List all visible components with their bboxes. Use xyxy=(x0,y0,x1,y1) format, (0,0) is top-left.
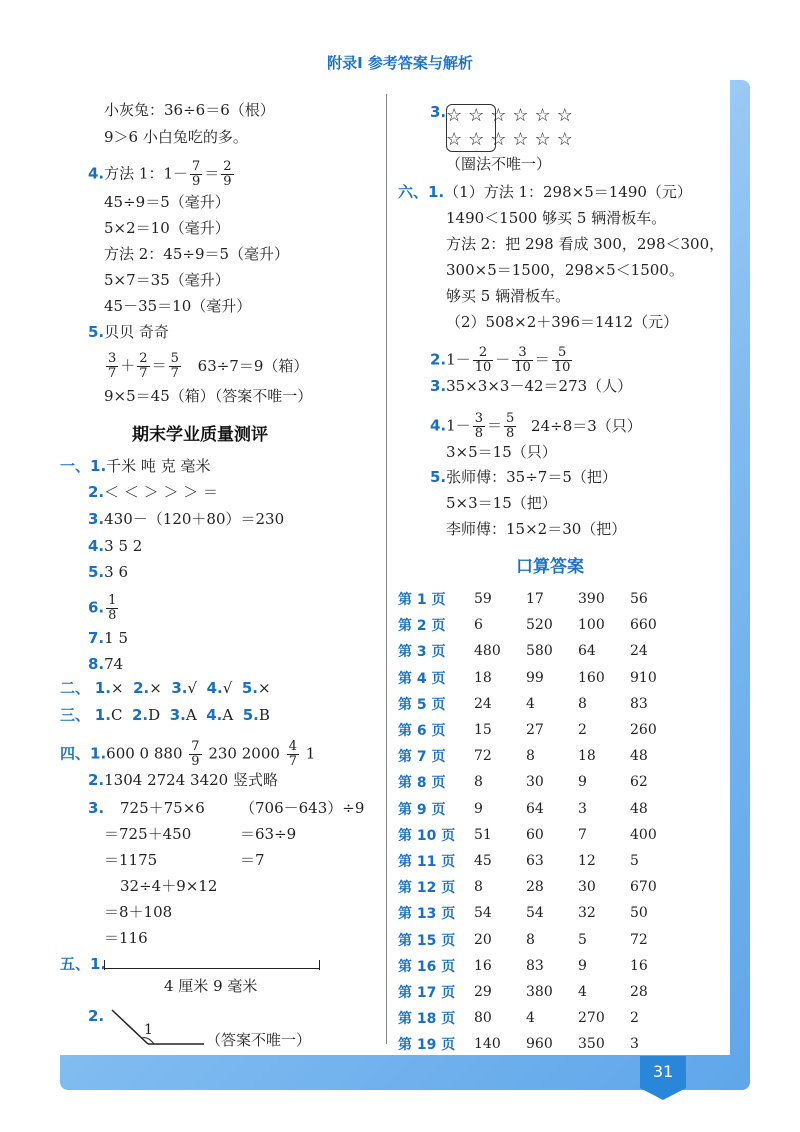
answer-line: 300×5＝1500，298×5＜1500。 xyxy=(446,261,684,279)
fraction xyxy=(190,160,202,189)
answer-cell: 9 xyxy=(578,774,587,791)
question-number: 3. xyxy=(171,679,188,697)
answer-cell: 5 xyxy=(578,931,587,948)
section-1-q2 xyxy=(88,482,218,502)
answer-text: B xyxy=(258,706,270,724)
fraction xyxy=(106,352,118,381)
answer-cell: 4 xyxy=(526,695,535,712)
numerator: 5 xyxy=(170,351,179,366)
page-label: 第 2 页 xyxy=(398,618,446,635)
question-number: 3. xyxy=(430,103,447,121)
calc-line: ＝116 xyxy=(104,929,148,947)
table-row xyxy=(398,665,682,691)
answer-cell: 28 xyxy=(526,879,544,896)
segment-label: 4 厘米 9 毫米 xyxy=(164,977,258,995)
answer-text: 230 2000 xyxy=(208,744,280,763)
answer-cell: 910 xyxy=(630,669,657,686)
answer-cell: 3 xyxy=(578,800,587,817)
answer-cell: 45 xyxy=(474,852,492,869)
calc-line: 32÷4＋9×12 xyxy=(120,877,218,895)
table-row xyxy=(398,953,682,979)
section-1-q7 xyxy=(88,628,128,648)
fraction xyxy=(473,412,485,441)
answer-cell: 100 xyxy=(578,617,605,634)
denominator: 8 xyxy=(505,426,515,441)
question-number: 2. xyxy=(88,1007,105,1025)
table-row xyxy=(398,874,682,900)
section-mark: 五、 xyxy=(60,955,91,973)
fraction xyxy=(473,346,494,375)
answer-cell: 660 xyxy=(630,617,657,634)
answer-line: 9＞6 小白兔吃的多。 xyxy=(104,128,248,146)
numerator: 3 xyxy=(512,346,533,361)
answer-text: 74 xyxy=(104,655,124,673)
answer-line: 45÷9＝5（毫升） xyxy=(104,193,230,211)
section-2 xyxy=(60,678,271,698)
answer-cell: 59 xyxy=(474,591,492,608)
numerator: 1 xyxy=(108,593,117,608)
question-number: 5. xyxy=(242,706,259,724)
answer-cell: 160 xyxy=(578,669,605,686)
calc-line: ＝63÷9 xyxy=(240,825,297,843)
answer-cell: 390 xyxy=(578,591,605,608)
answer-line: 小灰兔：36÷6＝6（根） xyxy=(104,101,275,119)
question-number: 1. xyxy=(94,679,111,697)
answer-cell: 56 xyxy=(630,591,648,608)
answer-text: 63÷7＝9（箱） xyxy=(197,356,309,375)
answer-cell: 63 xyxy=(526,852,544,869)
section-4-q1 xyxy=(60,740,315,769)
question-number: 3. xyxy=(430,377,447,395)
answer-cell: 29 xyxy=(474,983,492,1000)
answer-cell: 380 xyxy=(526,983,553,1000)
answer-cell: 7 xyxy=(578,826,587,843)
fraction xyxy=(287,740,299,769)
question-number: 4. xyxy=(206,679,223,697)
answer-cell: 72 xyxy=(474,748,492,765)
answer-text: C xyxy=(110,706,123,724)
table-row xyxy=(398,796,682,822)
fraction xyxy=(504,412,516,441)
page-label: 第 5 页 xyxy=(398,696,446,713)
answer-cell: 9 xyxy=(474,800,483,817)
segment-tick xyxy=(104,960,105,970)
answer-line: 45－35＝10（毫升） xyxy=(104,297,252,315)
question-number: 5. xyxy=(241,679,258,697)
answer-cell: 32 xyxy=(578,905,596,922)
section-6-q3 xyxy=(430,376,632,396)
answer-cell: 15 xyxy=(474,722,492,739)
answer-text: √ xyxy=(222,679,233,697)
fraction xyxy=(221,160,233,189)
answer-cell: 24 xyxy=(630,643,648,660)
table-row xyxy=(398,900,682,926)
numerator: 2 xyxy=(473,346,494,361)
page-label: 第 15 页 xyxy=(398,932,456,949)
question-number: 1. xyxy=(90,457,107,475)
table-row xyxy=(398,926,682,952)
numerator: 2 xyxy=(139,351,148,366)
answer-line: 方法 2：把 298 看成 300，298＜300， xyxy=(446,235,725,253)
answer-cell: 16 xyxy=(630,957,648,974)
question-number: 5. xyxy=(430,468,447,486)
answer-cell: 27 xyxy=(526,722,544,739)
section-6-q4 xyxy=(430,412,642,441)
question-number: 1. xyxy=(90,744,107,763)
answer-cell: 3 xyxy=(630,1036,639,1053)
answer-note: （答案不唯一） xyxy=(206,1031,312,1049)
answer-text: 1 xyxy=(305,744,316,763)
answer-note: （圈法不唯一） xyxy=(446,155,552,173)
question-number: 1. xyxy=(90,955,107,973)
stars-row: ☆☆☆☆☆☆ xyxy=(446,105,579,126)
answer-cell: 2 xyxy=(578,722,587,739)
answer-text: 1－ xyxy=(446,416,471,435)
answer-text: √ xyxy=(187,679,198,697)
denominator: 8 xyxy=(108,608,117,623)
question-number: 8. xyxy=(88,655,105,673)
answer-text: 1 5 xyxy=(104,629,128,647)
answer-cell: 83 xyxy=(526,957,544,974)
page-label: 第 9 页 xyxy=(398,801,446,818)
answer-text: × xyxy=(149,679,162,697)
denominator: 10 xyxy=(553,360,571,375)
section-4-q3 xyxy=(88,798,104,818)
section-mark: 四、 xyxy=(60,744,91,763)
answer-cell: 20 xyxy=(474,931,492,948)
calc-line: （706－643）÷9 xyxy=(240,799,365,817)
question-number: 4. xyxy=(206,706,223,724)
section-6-q1 xyxy=(398,182,692,202)
question-number: 3. xyxy=(88,510,105,528)
answer-line: 李师傅：15×2＝30（把） xyxy=(446,520,627,538)
answer-cell: 72 xyxy=(630,931,648,948)
answer-cell: 48 xyxy=(630,800,648,817)
answer-cell: 28 xyxy=(630,983,648,1000)
page-label: 第 7 页 xyxy=(398,749,446,766)
section-1-q5 xyxy=(88,562,128,582)
table-row xyxy=(398,1031,682,1057)
answer-text: 3 6 xyxy=(104,563,128,581)
answer-cell: 51 xyxy=(474,826,492,843)
answer-cell: 9 xyxy=(578,957,587,974)
question-number: 1. xyxy=(428,183,445,201)
question-number: 4. xyxy=(88,164,105,183)
denominator: 8 xyxy=(474,426,483,441)
answer-cell: 30 xyxy=(578,879,596,896)
answer-text: 张师傅：35÷7＝5（把） xyxy=(446,468,617,486)
numerator: 5 xyxy=(552,346,573,361)
answer-line: 1490＜1500 够买 5 辆滑板车。 xyxy=(446,209,667,227)
question-4 xyxy=(88,160,236,189)
answer-line: 5×2＝10（毫升） xyxy=(104,219,230,237)
answer-cell: 2 xyxy=(630,1010,639,1027)
section-6-q5 xyxy=(430,467,617,487)
answer-cell: 64 xyxy=(578,643,596,660)
denominator: 7 xyxy=(170,366,179,381)
question-5 xyxy=(88,322,169,342)
question-number: 1. xyxy=(94,706,111,724)
page-label: 第 3 页 xyxy=(398,644,446,661)
section-4-q2 xyxy=(88,770,278,790)
answer-cell: 60 xyxy=(526,826,544,843)
line-segment xyxy=(104,968,320,969)
calc-line: ＝1175 xyxy=(104,851,158,869)
section-1-q3 xyxy=(88,509,284,529)
numerator: 7 xyxy=(192,159,201,174)
question-number: 4. xyxy=(430,416,447,435)
section-1-q4 xyxy=(88,536,142,556)
numerator: 3 xyxy=(474,411,483,426)
equals-sign: ＝ xyxy=(486,416,502,435)
answer-cell: 8 xyxy=(474,879,483,896)
answer-cell: 18 xyxy=(474,669,492,686)
answer-cell: 960 xyxy=(526,1036,553,1053)
answer-line: 5×7＝35（毫升） xyxy=(104,271,230,289)
answer-text: × xyxy=(110,679,124,697)
answer-text: 方法 1：1－ xyxy=(104,164,188,183)
answer-text: D xyxy=(148,706,161,724)
question-number: 3. xyxy=(169,706,186,724)
answer-cell: 6 xyxy=(474,617,483,634)
answer-text: A xyxy=(185,706,197,724)
section-mark: 二、 xyxy=(60,679,91,697)
answer-cell: 54 xyxy=(474,905,492,922)
answer-cell: 480 xyxy=(474,643,501,660)
equals-sign: ＝ xyxy=(204,164,220,183)
answer-cell: 18 xyxy=(578,748,596,765)
stars-grid xyxy=(446,104,579,152)
answer-cell: 64 xyxy=(526,800,544,817)
denominator: 9 xyxy=(223,174,232,189)
stars-row: ☆☆☆☆☆☆ xyxy=(446,129,579,150)
column-divider xyxy=(386,94,387,1044)
answer-text: 贝贝 奇奇 xyxy=(104,323,169,341)
answer-cell: 520 xyxy=(526,617,553,634)
answer-cell: 54 xyxy=(526,905,544,922)
fraction xyxy=(106,594,118,623)
answer-text: 1304 2724 3420 竖式略 xyxy=(104,771,278,789)
exam-title: 期末学业质量测评 xyxy=(132,425,268,445)
answer-line: 3×5＝15（只） xyxy=(446,443,557,461)
plus-sign: ＋ xyxy=(120,356,136,375)
fraction xyxy=(552,346,573,375)
oral-answers-table xyxy=(398,586,682,1057)
question-number: 2. xyxy=(88,483,105,501)
question-number: 4. xyxy=(88,537,105,555)
calc-line: ＝7 xyxy=(240,851,265,869)
denominator: 9 xyxy=(191,754,200,769)
answer-cell: 80 xyxy=(474,1010,492,1027)
equals-sign: ＝ xyxy=(534,350,550,369)
numerator: 3 xyxy=(108,351,117,366)
numerator: 7 xyxy=(191,739,200,754)
table-row xyxy=(398,1005,682,1031)
answer-text: 千米 吨 克 毫米 xyxy=(106,457,211,475)
section-mark: 一、 xyxy=(60,457,91,475)
answer-cell: 16 xyxy=(474,957,492,974)
answer-line: 5×3＝15（把） xyxy=(446,494,557,512)
answer-text: 1－ xyxy=(446,350,471,369)
fraction xyxy=(169,352,181,381)
table-row xyxy=(398,769,682,795)
angle-figure xyxy=(104,1006,214,1050)
question-number: 5. xyxy=(88,563,105,581)
fraction xyxy=(512,346,533,375)
answer-text: （1）方法 1：298×5＝1490（元） xyxy=(444,183,692,201)
table-row xyxy=(398,586,682,612)
answer-text: 600 0 880 xyxy=(106,744,183,763)
table-row xyxy=(398,612,682,638)
table-row xyxy=(398,717,682,743)
fraction xyxy=(137,352,149,381)
section-mark: 三、 xyxy=(60,706,91,724)
equals-sign: ＝ xyxy=(151,356,167,375)
calc-line: ＝725＋450 xyxy=(104,825,192,843)
question-number: 2. xyxy=(133,679,150,697)
answer-cell: 4 xyxy=(578,983,587,1000)
segment-tick xyxy=(319,960,320,970)
fraction xyxy=(189,740,201,769)
answer-cell: 83 xyxy=(630,695,648,712)
page-label: 第 4 页 xyxy=(398,670,446,687)
answer-line: 够买 5 辆滑板车。 xyxy=(446,287,571,305)
denominator: 7 xyxy=(139,366,148,381)
answer-cell: 5 xyxy=(630,852,639,869)
page-label: 第 19 页 xyxy=(398,1037,456,1054)
page-label: 第 6 页 xyxy=(398,723,446,740)
table-row xyxy=(398,743,682,769)
answer-line: （2）508×2＋396＝1412（元） xyxy=(446,313,679,331)
minus-sign: － xyxy=(495,350,511,369)
question-number: 5. xyxy=(88,323,105,341)
question-number: 2. xyxy=(430,350,447,369)
answer-cell: 99 xyxy=(526,669,544,686)
section-5-q1 xyxy=(60,954,106,974)
answer-cell: 12 xyxy=(578,852,596,869)
answer-text: × xyxy=(257,679,271,697)
page-label: 第 8 页 xyxy=(398,775,446,792)
section-3 xyxy=(60,705,270,725)
answer-cell: 24 xyxy=(474,695,492,712)
angle-ray xyxy=(112,1010,148,1044)
answer-cell: 580 xyxy=(526,643,553,660)
answer-text: A xyxy=(222,706,234,724)
answer-cell: 30 xyxy=(526,774,544,791)
page-label: 第 11 页 xyxy=(398,853,456,870)
answer-line: 方法 2：45÷9＝5（毫升） xyxy=(104,245,290,263)
answer-text: 3 5 2 xyxy=(104,537,143,555)
question-number: 2. xyxy=(131,706,149,724)
table-row xyxy=(398,691,682,717)
answer-line: 9×5＝45（箱）（答案不唯一） xyxy=(104,387,313,405)
answer-text: 24÷8＝3（只） xyxy=(531,416,642,435)
answer-text: 430－（120＋80）＝230 xyxy=(104,510,285,528)
page-label: 第 12 页 xyxy=(398,880,456,897)
denominator: 9 xyxy=(192,174,201,189)
answer-cell: 17 xyxy=(526,591,544,608)
answer-line xyxy=(104,352,308,381)
numerator: 4 xyxy=(288,739,297,754)
calc-line: 725＋75×6 xyxy=(120,799,205,817)
numerator: 2 xyxy=(223,159,232,174)
answer-cell: 48 xyxy=(630,748,648,765)
numerator: 5 xyxy=(505,411,515,426)
section-5-q2 xyxy=(88,1006,104,1026)
answer-cell: 62 xyxy=(630,774,648,791)
answer-cell: 8 xyxy=(474,774,483,791)
answer-cell: 140 xyxy=(474,1036,501,1053)
answer-cell: 400 xyxy=(630,826,657,843)
answer-text: 35×3×3－42＝273（人） xyxy=(446,377,633,395)
question-number: 2. xyxy=(88,771,105,789)
page-label: 第 10 页 xyxy=(398,827,456,844)
page-number: 31 xyxy=(640,1056,686,1088)
answer-cell: 8 xyxy=(526,931,535,948)
answer-cell: 8 xyxy=(526,748,535,765)
answer-cell: 670 xyxy=(630,879,657,896)
denominator: 7 xyxy=(108,366,117,381)
answer-cell: 4 xyxy=(526,1010,535,1027)
page-label: 第 1 页 xyxy=(398,592,446,609)
calc-line: ＝8＋108 xyxy=(104,903,173,921)
page-label: 第 18 页 xyxy=(398,1011,456,1028)
denominator: 10 xyxy=(474,360,492,375)
table-row xyxy=(398,979,682,1005)
question-number: 3. xyxy=(88,799,105,817)
section-1-q6 xyxy=(88,594,120,623)
question-number: 6. xyxy=(88,598,105,617)
question-3 xyxy=(430,102,446,122)
section-mark: 六、 xyxy=(398,183,429,201)
oral-answers-title: 口算答案 xyxy=(516,557,584,577)
section-6-q2 xyxy=(430,346,574,375)
page-label: 第 16 页 xyxy=(398,958,456,975)
section-1-q8 xyxy=(88,654,123,674)
answer-cell: 350 xyxy=(578,1036,605,1053)
angle-label: 1 xyxy=(144,1022,153,1038)
page-header: 附录Ⅰ 参考答案与解析 xyxy=(327,54,473,72)
answer-text: ＜ ＜ ＞ ＞ ＞ ＝ xyxy=(104,483,218,501)
table-row xyxy=(398,822,682,848)
table-row xyxy=(398,638,682,664)
table-row xyxy=(398,848,682,874)
answer-cell: 50 xyxy=(630,905,648,922)
page-label: 第 13 页 xyxy=(398,906,456,923)
answer-cell: 270 xyxy=(578,1010,605,1027)
page-label: 第 17 页 xyxy=(398,984,456,1001)
question-number: 7. xyxy=(88,629,105,647)
answer-cell: 260 xyxy=(630,722,657,739)
answer-cell: 8 xyxy=(578,695,587,712)
denominator: 10 xyxy=(514,360,531,375)
section-1-q1 xyxy=(60,456,210,476)
denominator: 7 xyxy=(288,754,297,769)
